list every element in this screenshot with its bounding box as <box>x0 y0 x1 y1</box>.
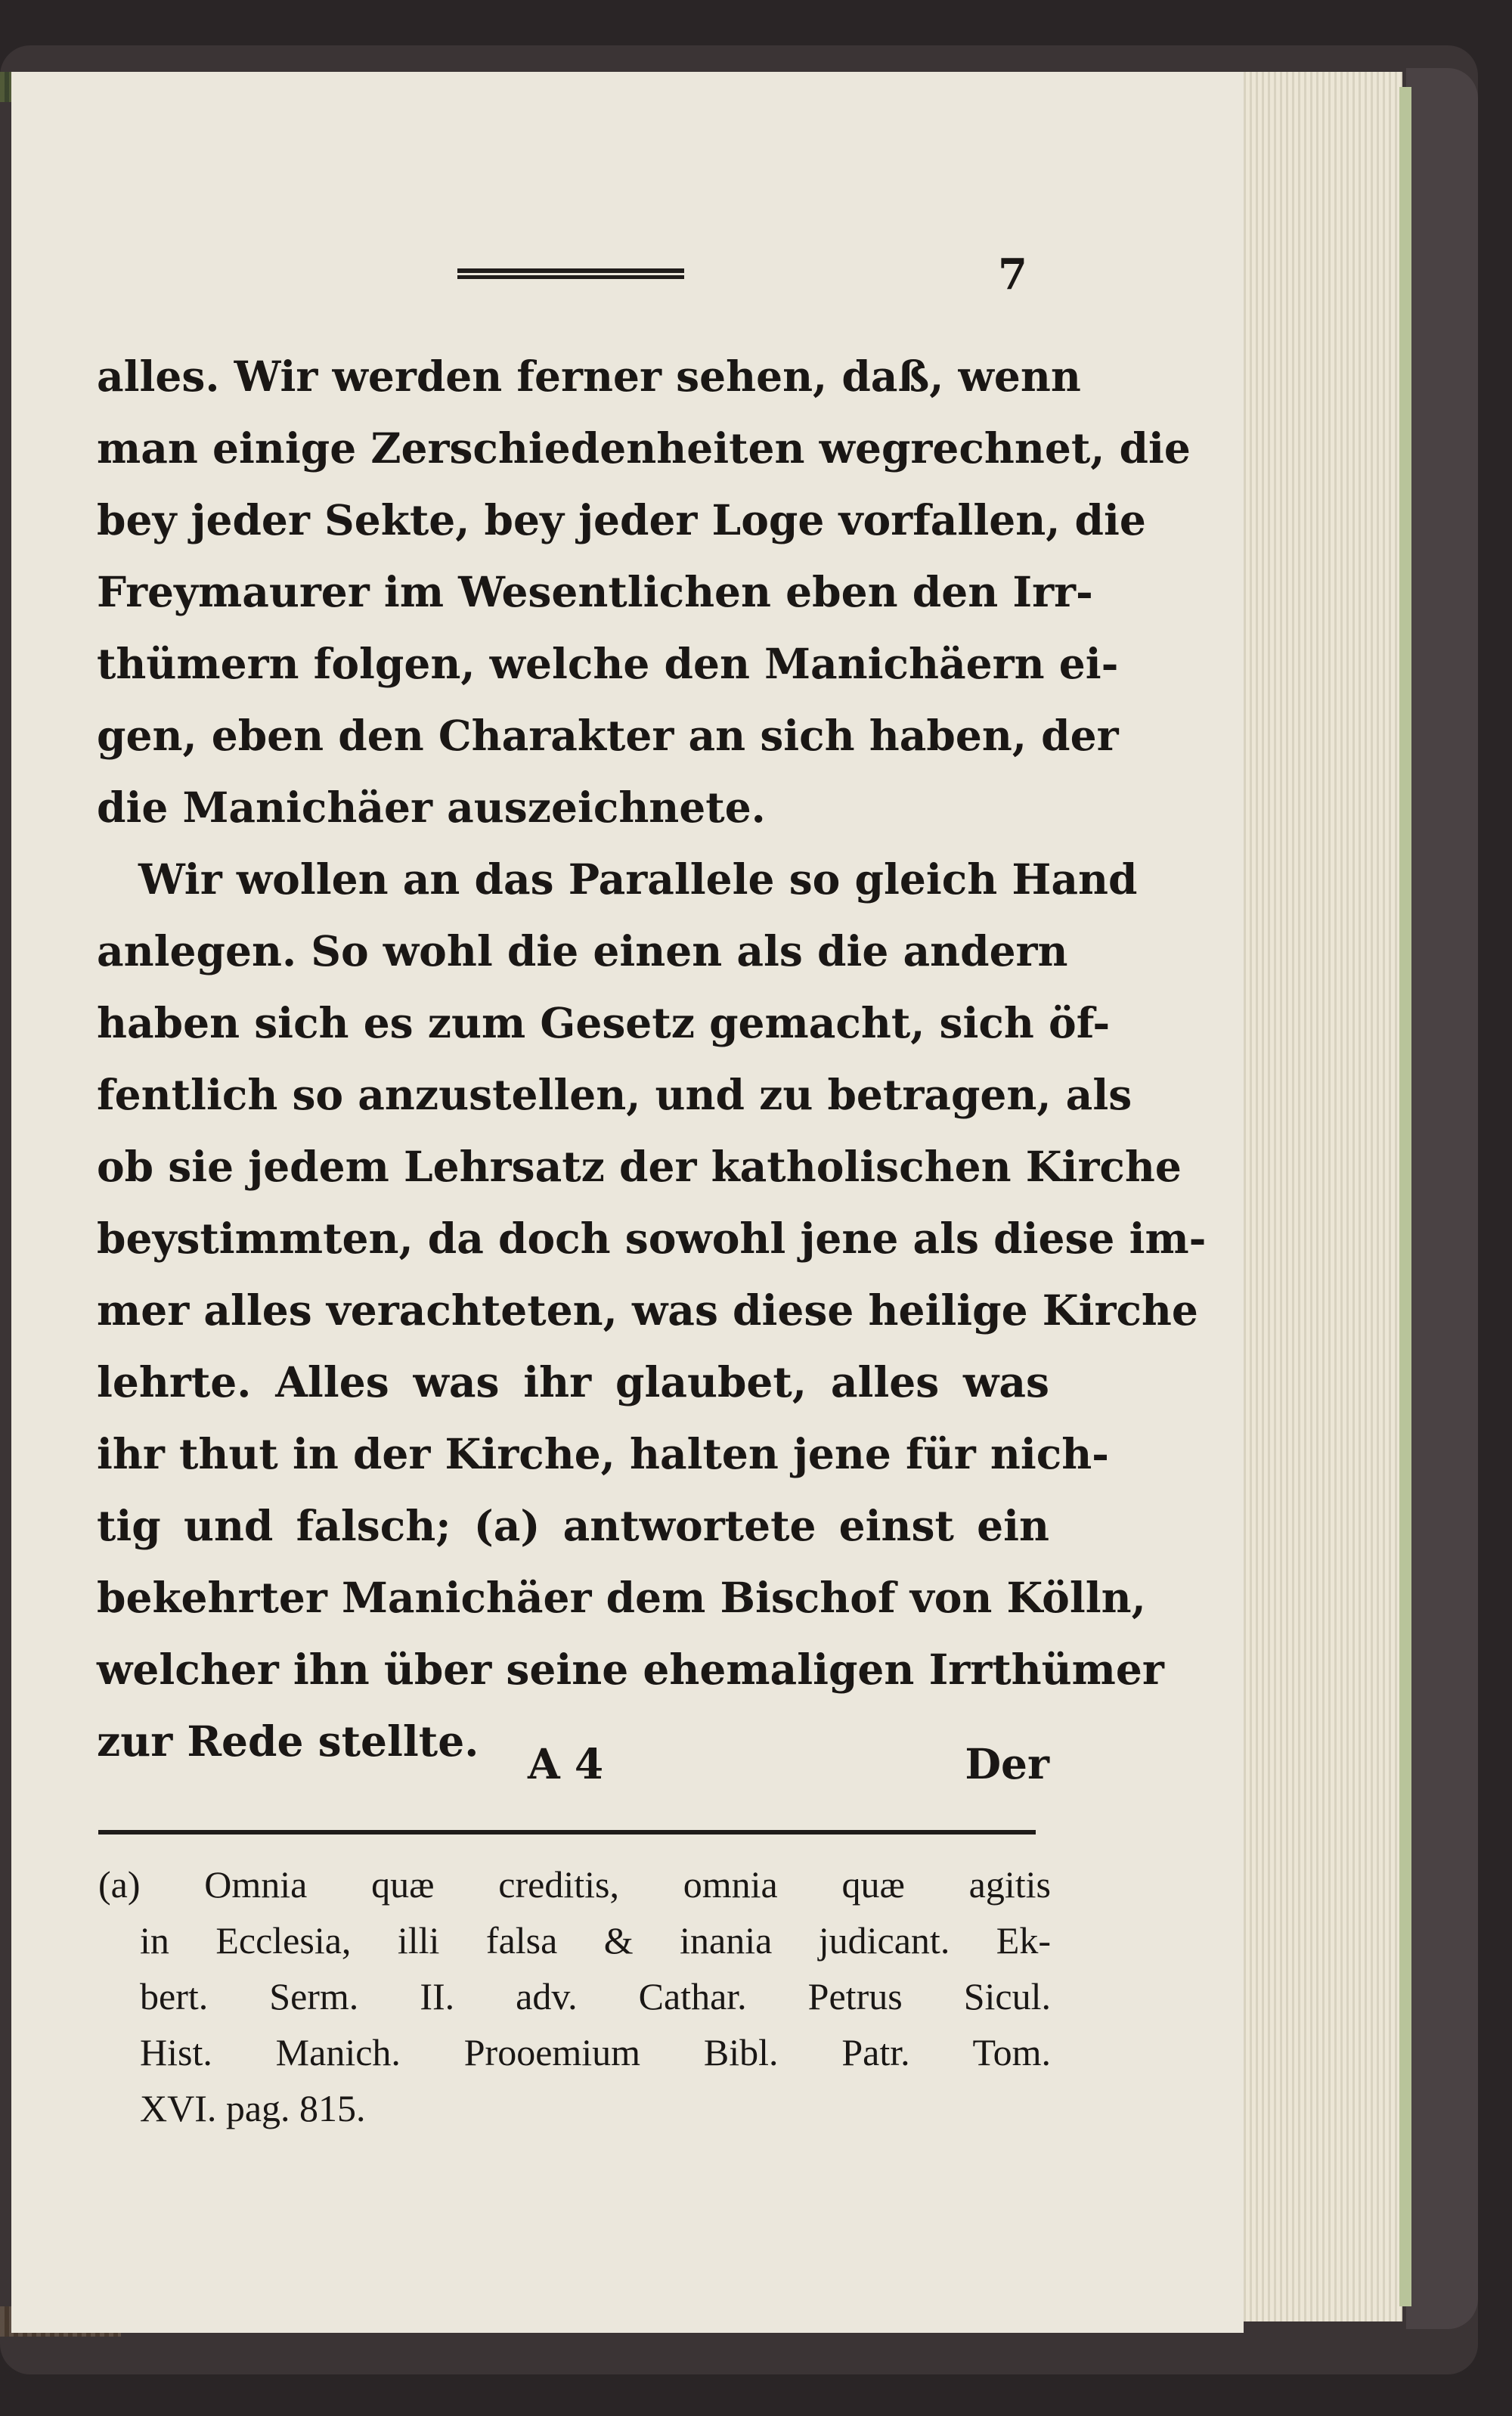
text-line: lehrte. Alles was ihr glaubet, alles was <box>97 1357 1049 1406</box>
footnote <box>98 1856 1051 2136</box>
text-line: bey jeder Sekte, bey jeder Loge vorfallen, die <box>97 495 1146 544</box>
footnote-line: (a) Omnia quæ creditis, omnia quæ agitis <box>98 1863 1051 1906</box>
footnote-rule <box>98 1830 1036 1834</box>
text-line: anlegen. So wohl die einen als die andern <box>97 926 1068 975</box>
text-line: welcher ihn über seine ehemaligen Irrthümer <box>97 1645 1164 1694</box>
text-line: zur Rede stellte. <box>97 1717 479 1766</box>
text-line: mer alles verachteten, was diese heilige Kirche <box>97 1286 1198 1335</box>
page-edges <box>1240 72 1402 2321</box>
footnote-line: in Ecclesia, illi falsa & inania judicant. Ek- <box>140 1919 1051 1962</box>
footnote-line: Hist. Manich. Prooemium Bibl. Patr. Tom. <box>140 2031 1051 2073</box>
text-line: ihr thut in der Kirche, halten jene für nich- <box>97 1429 1110 1478</box>
signature-mark: A 4 <box>528 1739 604 1788</box>
footnote-line: bert. Serm. II. adv. Cathar. Petrus Sicul. <box>140 1975 1051 2017</box>
text-line: fentlich so anzustellen, und zu betragen, als <box>97 1070 1132 1119</box>
text-line: Wir wollen an das Parallele so gleich Hand <box>138 854 1138 904</box>
book-board-edge <box>1406 68 1478 2329</box>
body-text <box>97 340 1207 1777</box>
text-line: tig und falsch; (a) antwortete einst ein <box>97 1501 1049 1550</box>
text-line: thümern folgen, welche den Manichäern ei- <box>97 639 1119 688</box>
text-line: gen, eben den Charakter an sich haben, der <box>97 711 1119 760</box>
text-line: Freymaurer im Wesentlichen eben den Irr- <box>97 567 1093 616</box>
text-line: ob sie jedem Lehrsatz der katholischen Kirche <box>97 1142 1182 1191</box>
text-line: die Manichäer auszeichnete. <box>97 783 766 832</box>
catchword: Der <box>965 1739 1049 1788</box>
text-line: beystimmten, da doch sowohl jene als diese im- <box>97 1214 1207 1263</box>
footnote-line: XVI. pag. 815. <box>140 2087 366 2129</box>
text-line: man einige Zerschiedenheiten wegrechnet, die <box>97 423 1191 473</box>
text-line: alles. Wir werden ferner sehen, daß, wenn <box>97 352 1081 401</box>
header-ornament-rule <box>457 268 684 279</box>
text-line: haben sich es zum Gesetz gemacht, sich öf- <box>97 998 1111 1047</box>
signature-line <box>97 1739 1049 1811</box>
text-line: bekehrter Manichäer dem Bischof von Kölln, <box>97 1573 1146 1622</box>
page-number: 7 <box>998 250 1027 299</box>
